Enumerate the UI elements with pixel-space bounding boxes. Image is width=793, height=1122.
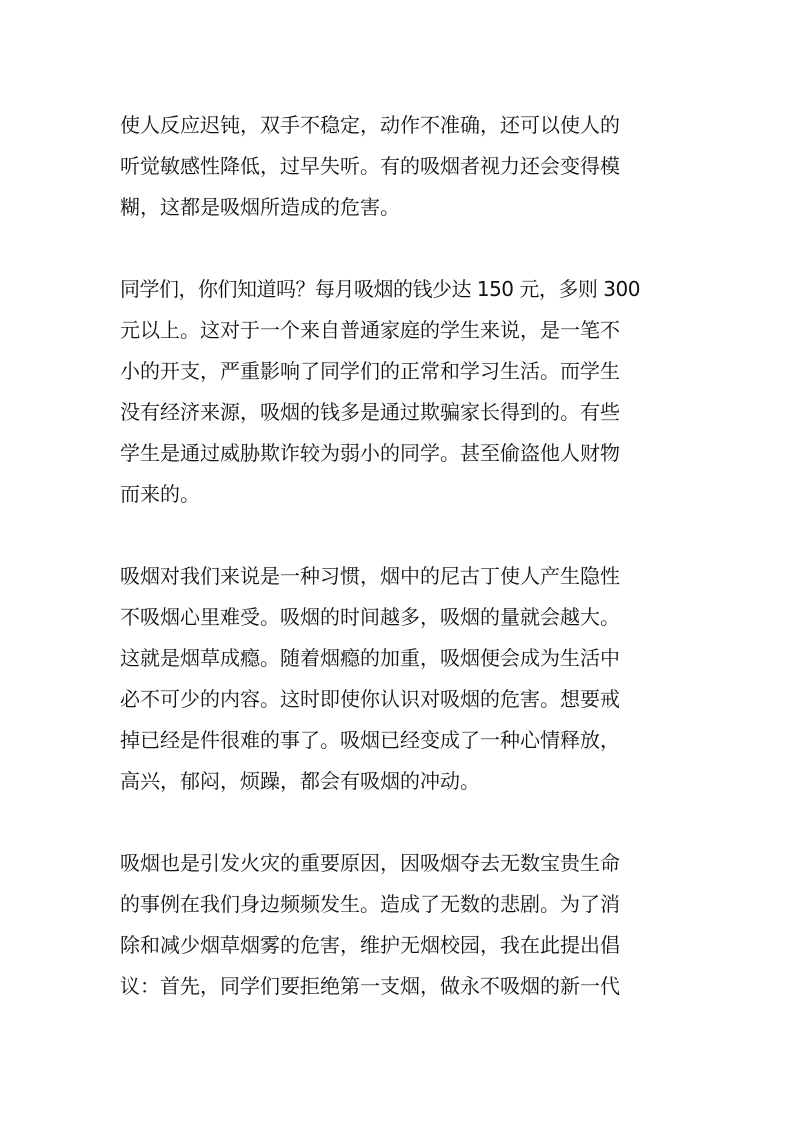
text-line: 不吸烟心里难受。吸烟的时间越多，吸烟的量就会越大。 (120, 605, 620, 629)
text-line: 听觉敏感性降低，过早失听。有的吸烟者视力还会变得模 (120, 154, 620, 178)
text-line: 学生是通过威胁欺诈较为弱小的同学。甚至偷盗他人财物 (120, 441, 620, 465)
paragraph (120, 105, 680, 228)
text-line: 议：首先，同学们要拒绝第一支烟，做永不吸烟的新一代 (120, 974, 620, 998)
text-line: 高兴，郁闷，烦躁，都会有吸烟的冲动。 (120, 769, 480, 793)
text-line: 除和减少烟草烟雾的危害，维护无烟校园，我在此提出倡 (120, 933, 620, 957)
text-line: 必不可少的内容。这时即使你认识对吸烟的危害。想要戒 (120, 687, 620, 711)
text-line: 而来的。 (120, 482, 200, 506)
text-line: 掉已经是件很难的事了。吸烟已经变成了一种心情释放， (120, 728, 620, 752)
text-line: 没有经济来源，吸烟的钱多是通过欺骗家长得到的。有些 (120, 400, 620, 424)
text-line: 元以上。这对于一个来自普通家庭的学生来说，是一笔不 (120, 318, 620, 342)
paragraph (120, 269, 680, 515)
paragraph (120, 556, 680, 802)
text-line: 小的开支，严重影响了同学们的正常和学习生活。而学生 (120, 359, 620, 383)
text-line: 使人反应迟钝，双手不稳定，动作不准确，还可以使人的 (120, 113, 620, 137)
text-line: 吸烟也是引发火灾的重要原因，因吸烟夺去无数宝贵生命 (120, 851, 620, 875)
text-line: 的事例在我们身边频频发生。造成了无数的悲剧。为了消 (120, 892, 620, 916)
document-body (120, 105, 680, 1007)
text-line: 这就是烟草成瘾。随着烟瘾的加重，吸烟便会成为生活中 (120, 646, 620, 670)
paragraph-gap (120, 515, 680, 556)
paragraph-gap (120, 228, 680, 269)
text-line: 吸烟对我们来说是一种习惯，烟中的尼古丁使人产生隐性 (120, 564, 620, 588)
paragraph (120, 843, 680, 1007)
paragraph-gap (120, 802, 680, 843)
text-line: 糊，这都是吸烟所造成的危害。 (120, 195, 400, 219)
text-line: 同学们，你们知道吗？每月吸烟的钱少达 150 元，多则 300 (120, 277, 640, 301)
